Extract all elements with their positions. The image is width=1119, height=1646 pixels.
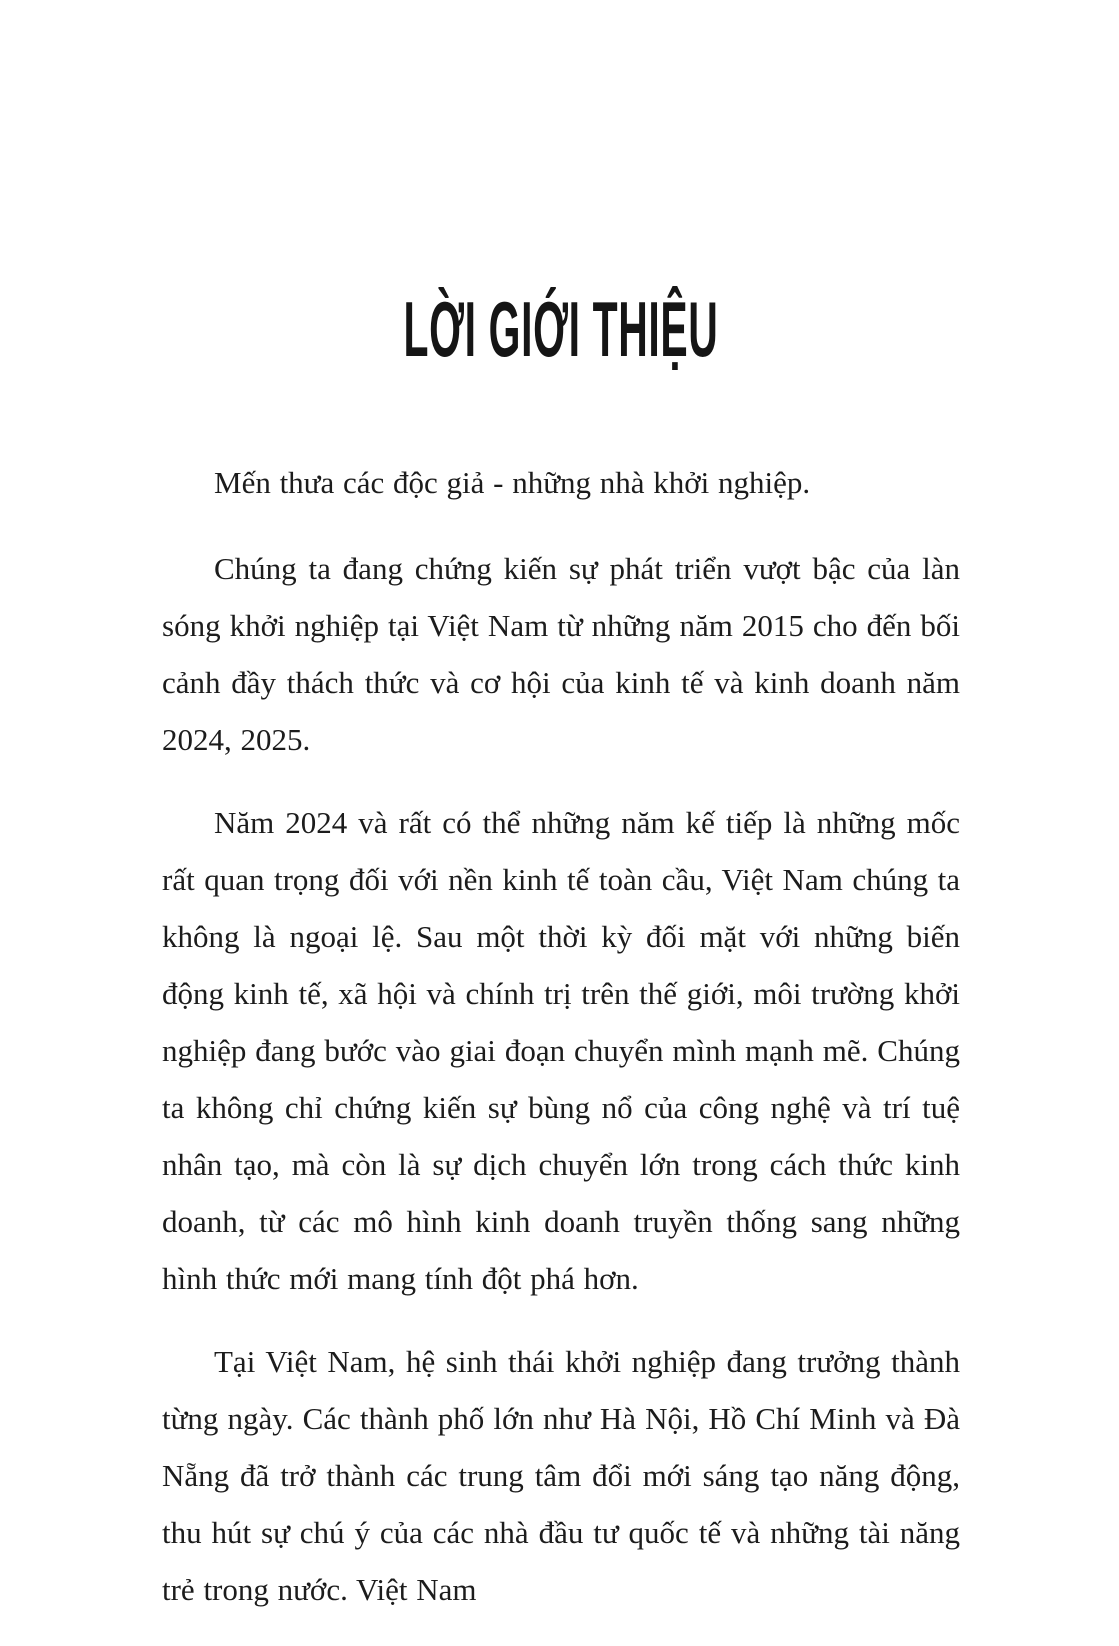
paragraph: Chúng ta đang chứng kiến sự phát triển vượt bậc của làn sóng khởi nghiệp tại Việt Nam từ những năm 2015 cho đến bối cảnh đầy thách thức và cơ hội của kinh tế và kinh doanh năm 2024, 2025. bbox=[162, 551, 960, 757]
body-text bbox=[162, 454, 960, 1618]
page-title: LỜI GIỚI THIỆU bbox=[403, 285, 719, 373]
paragraph-salutation: Mến thưa các độc giả - những nhà khởi nghiệp. bbox=[214, 465, 811, 500]
paragraph: Năm 2024 và rất có thể những năm kế tiếp là những mốc rất quan trọng đối với nền kinh tế toàn cầu, Việt Nam chúng ta không là ngoại lệ. Sau một thời kỳ đối mặt với những biến động kinh tế, xã hội và chính trị trên thế giới, môi trường khởi nghiệp đang bước vào giai đoạn chuyển mình mạnh mẽ. Chúng ta không chỉ chứng kiến sự bùng nổ của công nghệ và trí tuệ nhân tạo, mà còn là sự dịch chuyển lớn trong cách thức kinh doanh, từ các mô hình kinh doanh truyền thống sang những hình thức mới mang tính đột phá hơn. bbox=[162, 805, 960, 1296]
paragraph: Tại Việt Nam, hệ sinh thái khởi nghiệp đang trưởng thành từng ngày. Các thành phố lớn như Hà Nội, Hồ Chí Minh và Đà Nẵng đã trở thành các trung tâm đổi mới sáng tạo năng động, thu hút sự chú ý của các nhà đầu tư quốc tế và những tài năng trẻ trong nước. Việt Nam bbox=[162, 1344, 960, 1607]
content-column bbox=[162, 0, 960, 1644]
